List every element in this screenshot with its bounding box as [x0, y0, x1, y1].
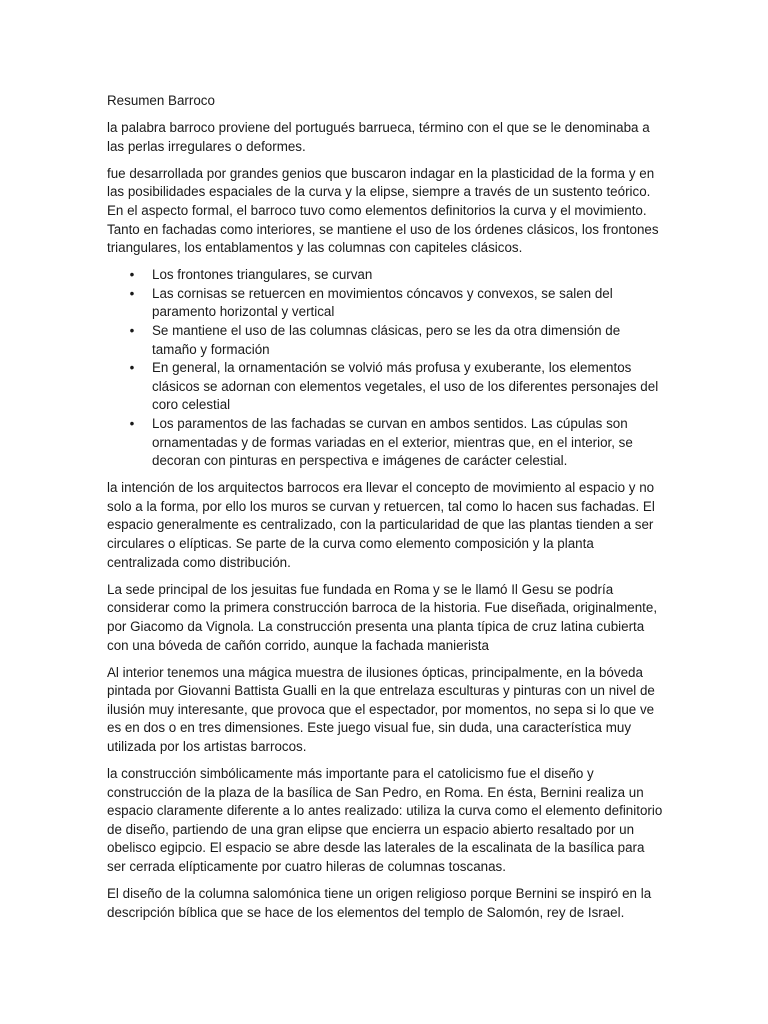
list-item [107, 415, 663, 471]
paragraph-interior: Al interior tenemos una mágica muestra de ilusiones ópticas, principalmente, en la bóveda pintada por Giovanni Battista Gualli en la que entrelaza esculturas y pinturas con un nivel de ilusión muy interesante, que provoca que el espectador, por momentos, no sepa si lo que ve es en dos o en tres dimensiones. Este juego visual fue, sin duda, una característica muy utilizada por los artistas barrocos. [107, 664, 655, 754]
list-item-text: Se mantiene el uso de las columnas clásicas, pero se les da otra dimensión de tamaño y formación [152, 323, 621, 357]
paragraph-salomonica: El diseño de la columna salomónica tiene un origen religioso porque Bernini se inspiró en la descripción bíblica que se hace de los elementos del templo de Salomón, rey de Israel. [107, 886, 652, 920]
paragraph-development: fue desarrollada por grandes genios que buscaron indagar en la plasticidad de la forma y en las posibilidades espaciales de la curva y la elipse, siempre a través de un sustento teórico. En el aspecto formal, el barroco tuvo como elementos definitorios la curva y el movimiento. Tanto en fachadas como interiores, se mantiene el uso de los órdenes clásicos, los frontones triangulares, los entablamentos y las columnas con capiteles clásicos. [107, 165, 659, 256]
list-item-text: Los paramentos de las fachadas se curvan en ambos sentidos. Las cúpulas son ornamentadas y de formas variadas en el exterior, mientras que, en el interior, se decoran con pinturas en perspectiva e imágenes de carácter celestial. [152, 416, 633, 469]
list-item [107, 359, 663, 415]
paragraph-san-pedro: la construcción simbólicamente más importante para el catolicismo fue el diseño y construcción de la plaza de la basílica de San Pedro, en Roma. En ésta, Bernini realiza un espacio claramente diferente a lo antes realizado: utiliza la curva como el elemento definitorio de diseño, partiendo de una gran elipse que encierra un espacio abierto resaltado por un obelisco egipcio. El espacio se abre desde las laterales de la escalinata de la basílica para ser cerrada elípticamente por cuatro hileras de columnas toscanas. [107, 766, 663, 875]
bullet-icon: • [129, 416, 135, 431]
list-item [107, 322, 663, 359]
bullet-icon: • [129, 323, 135, 339]
list-item [107, 266, 663, 285]
list-item-text: En general, la ornamentación se volvió más profusa y exuberante, los elementos clásicos se adornan con elementos vegetales, el uso de los diferentes personajes del coro celestial [152, 360, 659, 413]
characteristics-list [107, 266, 663, 471]
document-page [107, 92, 663, 931]
paragraph-origin: la palabra barroco proviene del portugués barrueca, término con el que se le denominaba a las perlas irregulares o deformes. [107, 120, 650, 154]
paragraph-il-gesu: La sede principal de los jesuitas fue fundada en Roma y se le llamó Il Gesu se podría considerar como la primera construcción barroca de la historia. Fue diseñada, originalmente, por Giacomo da Vignola. La construcción presenta una planta típica de cruz latina cubierta con una bóveda de cañón corrido, aunque la fachada manierista [107, 581, 658, 653]
paragraph-intention: la intención de los arquitectos barrocos era llevar el concepto de movimiento al espacio y no solo a la forma, por ello los muros se curvan y retuercen, tal como lo hacen sus fachadas. El espacio generalmente es centralizado, con la particularidad de que las plantas tienden a ser circulares o elípticas. Se parte de la curva como elemento composición y la planta centralizada como distribución. [107, 480, 655, 570]
document-title: Resumen Barroco [107, 93, 215, 108]
bullet-icon: • [129, 267, 135, 283]
bullet-icon: • [129, 360, 135, 376]
list-item-text: Las cornisas se retuercen en movimientos cóncavos y convexos, se salen del paramento horizontal y vertical [152, 285, 613, 320]
list-item [107, 285, 663, 322]
bullet-icon: • [129, 285, 135, 301]
list-item-text: Los frontones triangulares, se curvan [152, 267, 373, 283]
